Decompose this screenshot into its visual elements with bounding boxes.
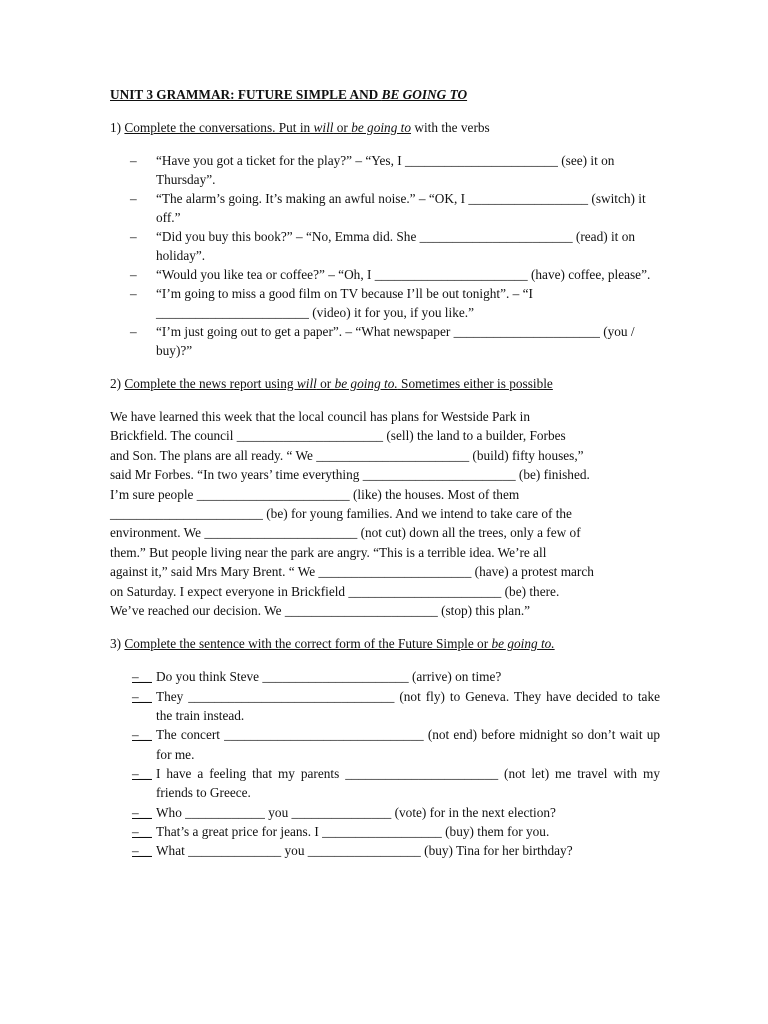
dash-bullet: –	[130, 191, 137, 206]
list-item	[110, 322, 660, 360]
section-1-or: or	[333, 120, 352, 135]
news-line: against it,” said Mrs Mary Brent. “ We _______________________ (have) a protest march	[110, 564, 594, 580]
dash-bullet: –	[130, 153, 137, 168]
news-line: on Saturday. I expect everyone in Brickfield _______________________ (be) there.	[110, 583, 560, 599]
section-1-instruction-end: with the verbs	[411, 120, 490, 135]
section-2-or: or	[316, 376, 335, 391]
news-line: We have learned this week that the local council has plans for Westside Park in	[110, 409, 531, 424]
dash-bullet: –	[130, 286, 137, 301]
dash-bullet: –__	[132, 843, 152, 859]
section-1-instruction	[124, 120, 411, 135]
list-item	[110, 764, 660, 803]
dash-bullet: –__	[132, 765, 152, 781]
section-1-list	[110, 151, 660, 360]
section-1-heading	[110, 118, 660, 137]
dash-bullet: –__	[132, 804, 152, 820]
section-3-instruction	[124, 636, 554, 651]
section-2-instruction	[124, 376, 552, 391]
item-text: Who ____________ you _______________ (vote) for in the next election?	[156, 804, 556, 820]
item-text: “I’m just going out to get a paper”. – “What newspaper ______________________ (you / buy)?”	[156, 324, 635, 358]
dash-bullet: –	[130, 267, 137, 282]
dash-bullet: –__	[132, 727, 152, 743]
dash-bullet: –	[130, 229, 137, 244]
news-line: environment. We _______________________ (not cut) down all the trees, only a few of	[110, 525, 581, 541]
list-item	[110, 227, 660, 265]
item-text: I have a feeling that my parents _______________________ (not let) me travel with my friends to Greece.	[156, 765, 660, 801]
section-1-going-to: be going to	[351, 120, 412, 135]
dash-bullet: –__	[132, 823, 152, 839]
worksheet-title	[110, 85, 660, 104]
item-text: “The alarm’s going. It’s making an awful noise.” – “OK, I __________________ (switch) it off.”	[156, 191, 646, 225]
list-item	[110, 189, 660, 227]
item-text: That’s a great price for jeans. I __________________ (buy) them for you.	[156, 823, 550, 839]
news-report-paragraph	[110, 407, 660, 620]
section-3-going-to: be going to.	[491, 636, 555, 652]
section-2-number: 2)	[110, 376, 125, 391]
title-italic-text: BE GOING TO	[381, 87, 468, 102]
section-2-going-to: be going to.	[334, 376, 398, 391]
list-item	[110, 265, 660, 284]
item-text: What ______________ you _________________ (buy) Tina for her birthday?	[156, 843, 573, 859]
section-1-instruction-text: Complete the conversations. Put in	[124, 120, 314, 135]
list-item	[110, 841, 660, 860]
section-3-instruction-text: Complete the sentence with the correct form of the Future Simple or	[124, 636, 492, 652]
section-2-instruction-end: Sometimes either is possible	[397, 376, 553, 391]
section-1-number: 1)	[110, 120, 125, 135]
section-2-heading	[110, 374, 660, 393]
dash-bullet: –	[130, 324, 137, 339]
section-3-number: 3)	[110, 636, 125, 652]
section-1-will: will	[313, 120, 334, 135]
news-line: said Mr Forbes. “In two years’ time everything _______________________ (be) finished.	[110, 467, 590, 483]
dash-bullet: –__	[132, 669, 152, 685]
news-line: I’m sure people _______________________ (like) the houses. Most of them	[110, 486, 520, 502]
item-text: They _______________________________ (not fly) to Geneva. They have decided to take the train instead.	[156, 688, 660, 724]
item-text: “Would you like tea or coffee?” – “Oh, I _______________________ (have) coffee, please”.	[156, 267, 651, 282]
section-3-heading	[110, 634, 660, 653]
section-2-instruction-text: Complete the news report using	[124, 376, 297, 391]
list-item	[110, 667, 660, 686]
dash-bullet: –__	[132, 688, 152, 704]
list-item	[110, 284, 660, 322]
item-text: Do you think Steve ______________________ (arrive) on time?	[156, 669, 502, 685]
news-line: them.” But people living near the park are angry. “This is a terrible idea. We’re all	[110, 544, 547, 560]
news-line: We’ve reached our decision. We _______________________ (stop) this plan.”	[110, 603, 531, 619]
list-item	[110, 822, 660, 841]
list-item	[110, 687, 660, 726]
section-2-will: will	[296, 376, 317, 391]
list-item	[110, 151, 660, 189]
item-text: “Have you got a ticket for the play?” – “Yes, I _______________________ (see) it on Thursday”.	[156, 153, 615, 187]
item-text: The concert ______________________________ (not end) before midnight so don’t wait up for me.	[156, 727, 660, 762]
item-text: “Did you buy this book?” – “No, Emma did. She _______________________ (read) it on holiday”.	[156, 229, 635, 263]
section-3-list	[110, 667, 660, 860]
news-line: _______________________ (be) for young families. And we intend to take care of the	[110, 506, 572, 522]
news-line: Brickfield. The council ______________________ (sell) the land to a builder, Forbes	[110, 428, 566, 444]
title-text: UNIT 3 GRAMMAR: FUTURE SIMPLE AND	[110, 87, 382, 102]
list-item	[110, 803, 660, 822]
list-item	[110, 725, 660, 764]
item-text: “I’m going to miss a good film on TV because I’ll be out tonight”. – “I _______________________ (video) it for you, if you like.”	[156, 286, 533, 320]
worksheet-page	[110, 85, 660, 860]
news-line: and Son. The plans are all ready. “ We _______________________ (build) fifty houses,”	[110, 447, 584, 463]
